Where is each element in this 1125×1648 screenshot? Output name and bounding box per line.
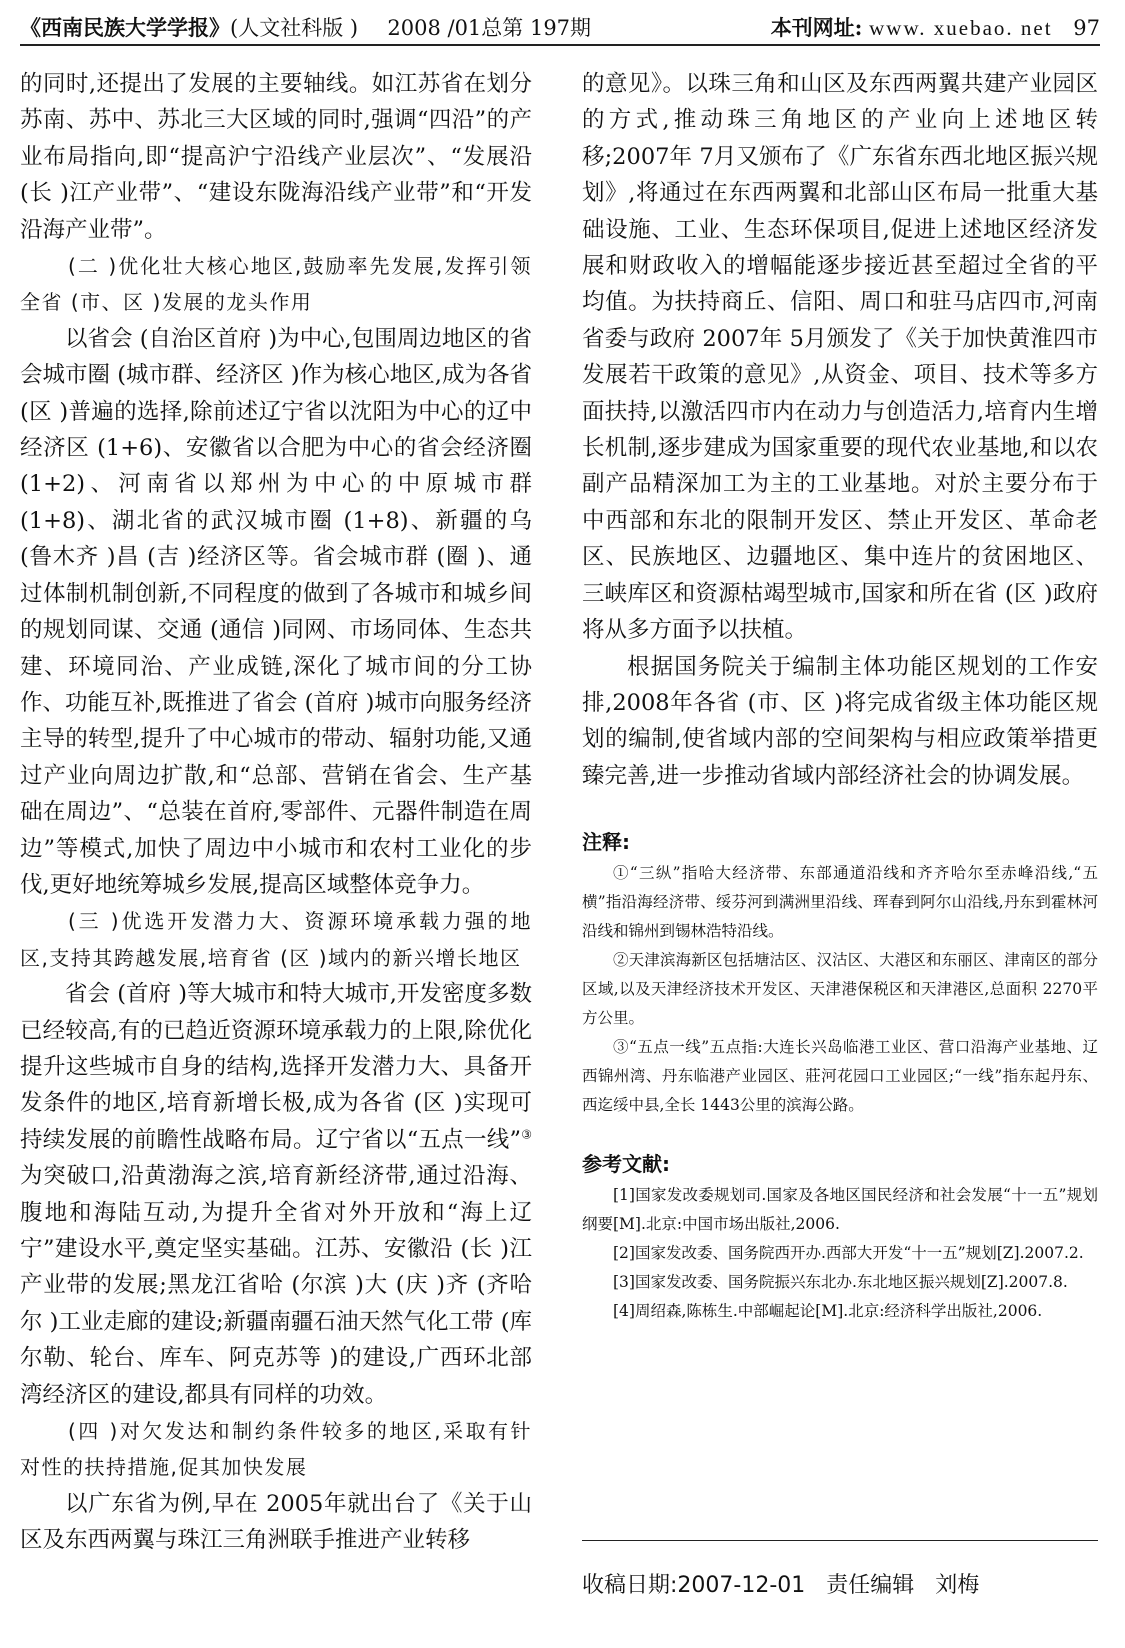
reference-item: [1]国家发改委规划司.国家及各地区国民经济和社会发展“十一五”规划纲要[M].北京:中国市场出版社,2006. [582,1186,1098,1234]
page-number: 97 [1073,16,1100,40]
journal-citation [20,12,591,42]
paragraph: 根据国务院关于编制主体功能区规划的工作安排,2008年各省 (市、区 )将完成省级主体功能区规划的编制,使省域内部的空间架构与相应政策举措更臻完善,进一步推动省域内部经济社会的协调发展。 [582,653,1098,789]
website-label: 本刊网址: [770,15,863,40]
received-date: 收稿日期:2007-12-01 [582,1573,806,1598]
website-url[interactable]: www. xuebao. net [869,16,1053,40]
note-item: ①“三纵”指哈大经济带、东部通道沿线和齐齐哈尔至赤峰沿线,“五横”指沿海经济带、绥芬河到满洲里沿线、珲春到阿尔山沿线,丹东到霍林河沿线和锦州到锡林浩特沿线。 [582,864,1098,941]
article-footer [582,1568,993,1599]
reference-item: [4]周绍森,陈栋生.中部崛起论[M].北京:经济科学出版社,2006. [613,1302,1043,1321]
left-column [20,66,532,1559]
footnote-marker[interactable]: ③ [520,1127,532,1142]
journal-website [771,12,1100,42]
right-column [582,66,1098,1326]
editor-name: 刘梅 [935,1573,980,1598]
note-item: ③“五点一线”五点指:大连长兴岛临港工业区、营口沿海产业基地、辽西锦州湾、丹东临港产业园区、莊河花园口工业园区;“一线”指东起丹东、西迄绥中县,全长 1443公里的滨海公路。 [582,1038,1098,1115]
issue-info: 2008 /01总第 197期 [387,16,592,40]
paragraph: 的同时,还提出了发展的主要轴线。如江苏省在划分苏南、苏中、苏北三大区域的同时,强调“四沿”的产业布局指向,即“提高沪宁沿线产业层次”、“发展沿 (长 )江产业带”、“建设东陇海沿线产业带”和“开发沿海产业带”。 [20,71,532,243]
reference-item: [3]国家发改委、国务院振兴东北办.东北地区振兴规划[Z].2007.8. [613,1273,1068,1292]
references-list [582,1181,1098,1326]
section-heading: (二 )优化壮大核心地区,鼓励率先发展,发挥引领全省 (市、区 )发展的龙头作用 [20,254,532,315]
paragraph-text: 省会 (首府 )等大城市和特大城市,开发密度多数已经较高,有的已趋近资源环境承载力的上限,除优化提升这些城市自身的结构,选择开发潜力大、具备开发条件的地区,培育新增长极,成为各省 (区 )实现可持续发展的前瞻性战略布局。辽宁省以“五点一线” [20,981,532,1153]
paragraph-text: 为突破口,沿黄渤海之滨,培育新经济带,通过沿海、腹地和海陆互动,为提升全省对外开放和“海上辽宁”建设水平,奠定坚实基础。江苏、安徽沿 (长 )江产业带的发展;黑龙江省哈 (尔滨 )大 (庆 )齐 (齐哈尔 )工业走廊的建设;新疆南疆石油天然气化工带 (库尔勒、轮台、库车、阿克苏等 )的建设,广西环北部湾经济区的建设,都具有同样的功效。 [20,1163,532,1408]
footer-divider [582,1540,1098,1541]
references-title: 参考文献: [582,1152,670,1177]
paragraph: 的意见》。以珠三角和山区及东西两翼共建产业园区的方式,推动珠三角地区的产业向上述地区转移;2007年 7月又颁布了《广东省东西北地区振兴规划》,将通过在东西两翼和北部山区布局一批重大基础设施、工业、生态环保项目,促进上述地区经济发展和财政收入的增幅能逐步接近甚至超过全省的平均值。为扶持商丘、信阳、周口和驻马店四市,河南省委与政府 2007年 5月颁发了《关于加快黄淮四市发展若干政策的意见》,从资金、项目、技术等多方面扶持,以激活四市内在动力与创造活力,培育内生增长机制,逐步建成为国家重要的现代农业基地,和以农副产品精深加工为主的工业基地。对於主要分布于中西部和东北的限制开发区、禁止开发区、革命老区、民族地区、边疆地区、集中连片的贫困地区、三峡库区和资源枯竭型城市,国家和所在省 (区 )政府将从多方面予以扶植。 [582,71,1098,644]
paragraph: 以省会 (自治区首府 )为中心,包围周边地区的省会城市圈 (城市群、经济区 )作为核心地区,成为各省 (区 )普遍的选择,除前述辽宁省以沈阳为中心的辽中经济区 (1+6)、安徽省以合肥为中心的省会经济圈 (1+2)、河南省以郑州为中心的中原城市群 (1+8)、湖北省的武汉城市圈 (1+8)、新疆的乌 (鲁木齐 )昌 (吉 )经济区等。省会城市群 (圈 )、通过体制机制创新,不同程度的做到了各城市和城乡间的规划同谋、交通 (通信 )同网、市场同体、生态共建、环境同治、产业成链,深化了城市间的分工协作、功能互补,既推进了省会 (首府 )城市向服务经济主导的转型,提升了中心城市的带动、辐射功能,又通过产业向周边扩散,和“总部、营销在省会、生产基础在周边”、“总装在首府,零部件、元器件制造在周边”等模式,加快了周边中小城市和农村工业化的步伐,更好地统筹城乡发展,提高区域整体竞争力。 [20,325,532,898]
editor-label: 责任编辑 [826,1573,915,1598]
section-heading: (四 )对欠发达和制约条件较多的地区,采取有针对性的扶持措施,促其加快发展 [20,1419,532,1480]
section-heading: (三 )优选开发潜力大、资源环境承载力强的地区,支持其跨越发展,培育省 (区 )域内的新兴增长地区 [20,909,532,970]
running-header [20,10,1100,46]
journal-edition: (人文社科版 ) [230,16,359,40]
notes-title: 注释: [582,830,630,855]
paragraph [20,976,532,1413]
paragraph: 以广东省为例,早在 2005年就出台了《关于山区及东西两翼与珠江三角洲联手推进产业转移 [20,1490,532,1554]
reference-item: [2]国家发改委、国务院西开办.西部大开发“十一五”规划[Z].2007.2. [613,1244,1084,1263]
note-item: ②天津滨海新区包括塘沽区、汉沽区、大港区和东丽区、津南区的部分区域,以及天津经济技术开发区、天津港保税区和天津港区,总面积 2270平方公里。 [582,951,1098,1028]
journal-title: 《西南民族大学学报》 [20,15,230,40]
notes-list [582,859,1098,1120]
